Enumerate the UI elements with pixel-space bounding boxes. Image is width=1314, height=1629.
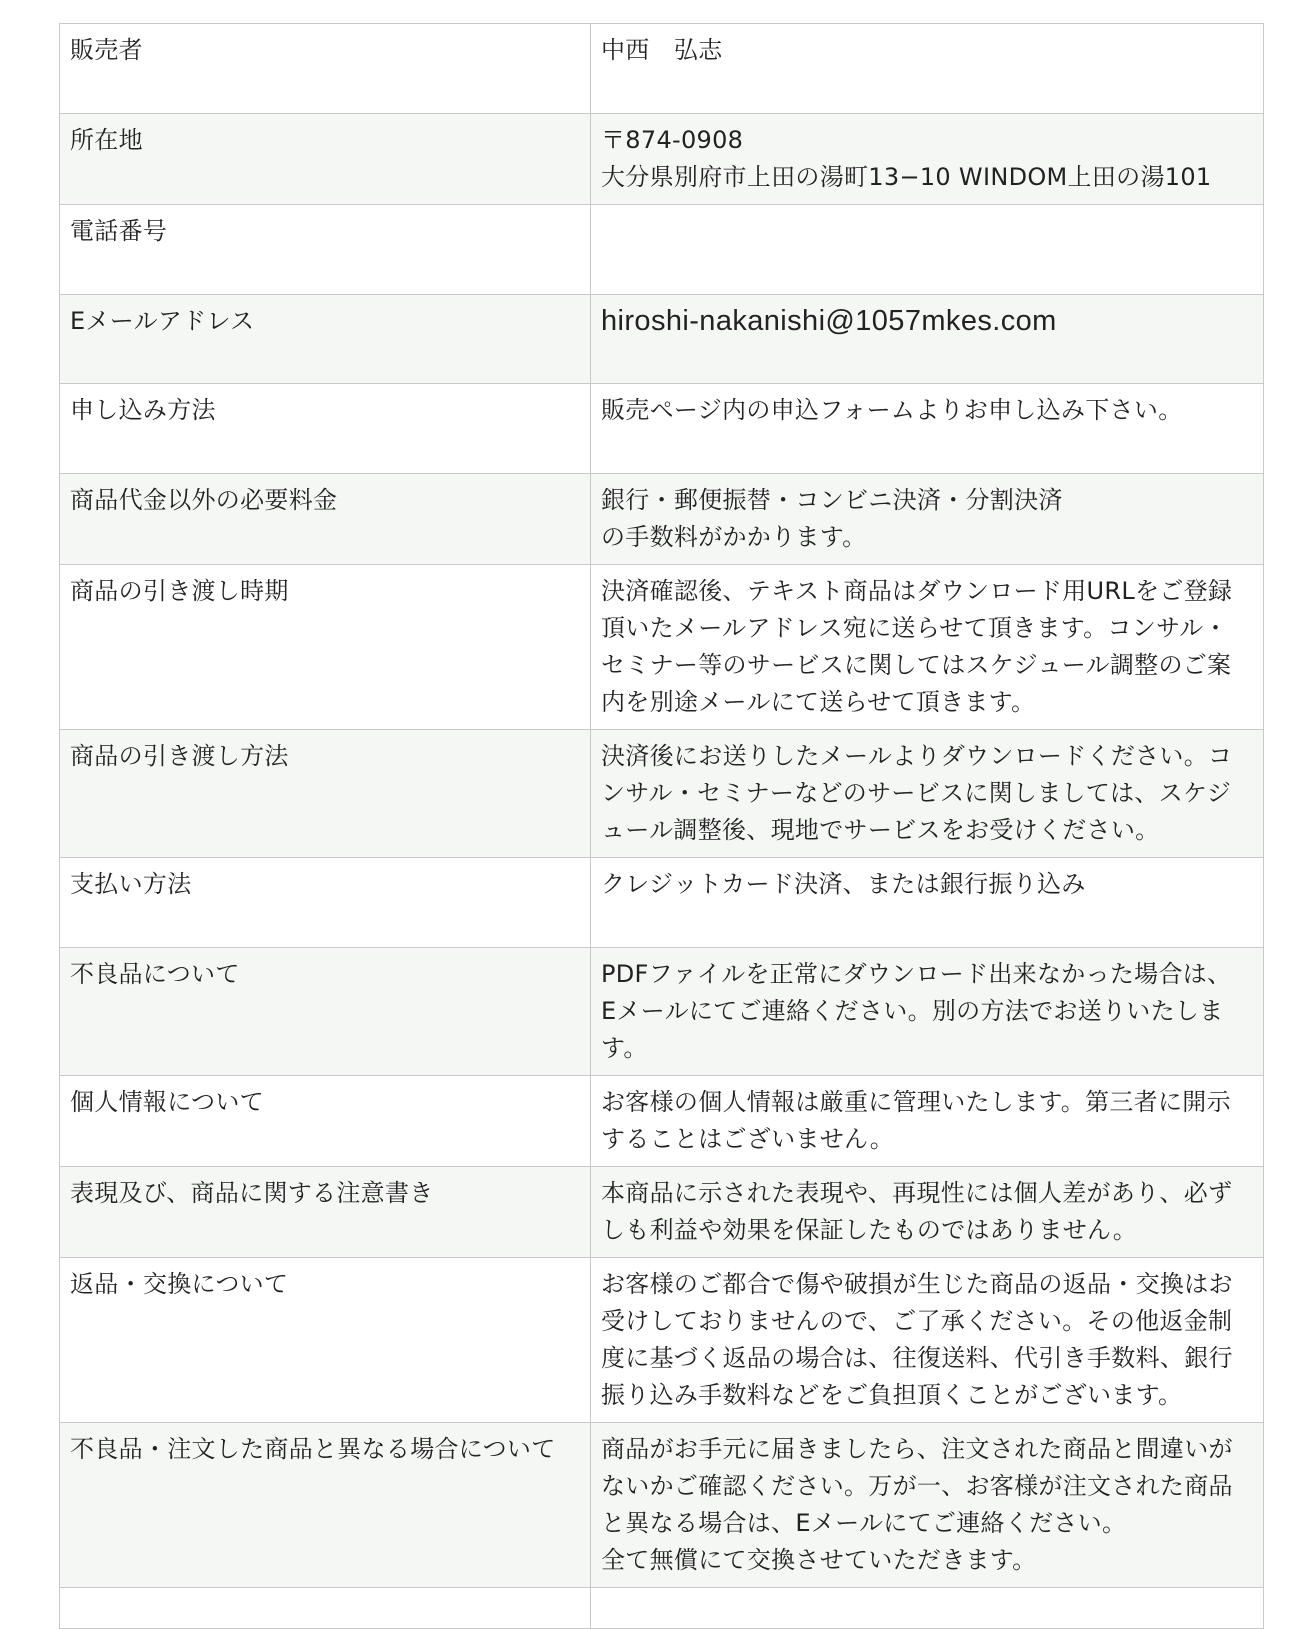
table-row bbox=[60, 295, 1264, 384]
row-label-disclaimer: 表現及び、商品に関する注意書き bbox=[60, 1167, 591, 1258]
row-label-address: 所在地 bbox=[60, 114, 591, 205]
defective-line: Eメールにてご連絡ください。別の方法でお送りいたしま bbox=[601, 997, 1224, 1025]
row-value-phone bbox=[591, 205, 1264, 295]
table-row bbox=[60, 384, 1264, 474]
table-row-partial bbox=[60, 1588, 1264, 1629]
row-label-delivery-time: 商品の引き渡し時期 bbox=[60, 565, 591, 730]
commerce-law-table bbox=[59, 23, 1264, 1629]
delivery-time-line: セミナー等のサービスに関してはスケジュール調整のご案 bbox=[601, 651, 1232, 679]
privacy-line: お客様の個人情報は厳重に管理いたします。第三者に開示 bbox=[601, 1088, 1231, 1116]
row-label-empty bbox=[60, 1588, 591, 1629]
row-label-application-method: 申し込み方法 bbox=[60, 384, 591, 474]
table-row bbox=[60, 114, 1264, 205]
row-value-application-method bbox=[591, 384, 1264, 474]
delivery-time-line: 決済確認後、テキスト商品はダウンロード用URLをご登録 bbox=[601, 577, 1233, 605]
delivery-time-line: 内を別途メールにて送らせて頂きます。 bbox=[601, 688, 1036, 716]
table-row bbox=[60, 1258, 1264, 1423]
table-row bbox=[60, 205, 1264, 295]
row-label-seller: 販売者 bbox=[60, 24, 591, 114]
table-row bbox=[60, 730, 1264, 858]
row-value-payment-method bbox=[591, 858, 1264, 948]
defective-line: PDFファイルを正常にダウンロード出来なかった場合は、 bbox=[601, 960, 1232, 988]
privacy-line: することはございません。 bbox=[601, 1125, 895, 1153]
row-label-privacy: 個人情報について bbox=[60, 1076, 591, 1167]
row-value-delivery-method bbox=[591, 730, 1264, 858]
returns-line: 度に基づく返品の場合は、往復送料、代引き手数料、銀行 bbox=[601, 1344, 1233, 1372]
table-row bbox=[60, 1076, 1264, 1167]
table-row bbox=[60, 858, 1264, 948]
row-value-extra-fees bbox=[591, 474, 1264, 565]
delivery-method-line: ュール調整後、現地でサービスをお受けください。 bbox=[601, 816, 1160, 844]
row-value-delivery-time bbox=[591, 565, 1264, 730]
row-value-wrong-item bbox=[591, 1423, 1264, 1588]
email-link[interactable]: hiroshi-nakanishi@1057mkes.com bbox=[601, 305, 1057, 337]
returns-line: お客様のご都合で傷や破損が生じた商品の返品・交換はお bbox=[601, 1270, 1233, 1298]
postal-code: 〒874-0908 bbox=[601, 126, 744, 154]
row-value-seller bbox=[591, 24, 1264, 114]
seller-name: 中西 弘志 bbox=[601, 36, 723, 64]
returns-line: 振り込み手数料などをご負担頂くことがございます。 bbox=[601, 1381, 1183, 1409]
address-line: 大分県別府市上田の湯町13−10 WINDOM上田の湯101 bbox=[601, 163, 1212, 191]
row-label-email: Eメールアドレス bbox=[60, 295, 591, 384]
row-label-delivery-method: 商品の引き渡し方法 bbox=[60, 730, 591, 858]
row-label-defective: 不良品について bbox=[60, 948, 591, 1076]
payment-method-text: クレジットカード決済、または銀行振り込み bbox=[601, 870, 1086, 898]
row-value-disclaimer bbox=[591, 1167, 1264, 1258]
row-label-phone: 電話番号 bbox=[60, 205, 591, 295]
row-value-empty bbox=[591, 1588, 1264, 1629]
disclaimer-line: 本商品に示された表現や、再現性には個人差があり、必ず bbox=[601, 1179, 1233, 1207]
row-value-defective bbox=[591, 948, 1264, 1076]
table-row bbox=[60, 565, 1264, 730]
row-value-address bbox=[591, 114, 1264, 205]
wrong-item-line: ないかご確認ください。万が一、お客様が注文された商品 bbox=[601, 1472, 1233, 1500]
extra-fees-line: 銀行・郵便振替・コンビニ決済・分割決済 bbox=[601, 486, 1063, 514]
defective-line: す。 bbox=[601, 1034, 648, 1062]
row-label-payment-method: 支払い方法 bbox=[60, 858, 591, 948]
table-row bbox=[60, 1167, 1264, 1258]
row-value-privacy bbox=[591, 1076, 1264, 1167]
disclaimer-line: しも利益や効果を保証したものではありません。 bbox=[601, 1216, 1138, 1244]
wrong-item-line: と異なる場合は、Eメールにてご連絡ください。 bbox=[601, 1509, 1127, 1537]
row-label-wrong-item: 不良品・注文した商品と異なる場合について bbox=[60, 1423, 591, 1588]
wrong-item-line: 全て無償にて交換させていただきます。 bbox=[601, 1546, 1037, 1574]
table-row bbox=[60, 1423, 1264, 1588]
table-row bbox=[60, 24, 1264, 114]
table-row bbox=[60, 474, 1264, 565]
delivery-method-line: ンサル・セミナーなどのサービスに関しましては、スケジ bbox=[601, 779, 1232, 807]
extra-fees-line: の手数料がかかります。 bbox=[601, 523, 867, 551]
row-label-extra-fees: 商品代金以外の必要料金 bbox=[60, 474, 591, 565]
delivery-time-line: 頂いたメールアドレス宛に送らせて頂きます。コンサル・ bbox=[601, 614, 1228, 642]
table-body bbox=[60, 24, 1264, 1629]
table-row bbox=[60, 948, 1264, 1076]
application-method-text: 販売ページ内の申込フォームよりお申し込み下さい。 bbox=[601, 396, 1183, 424]
row-label-returns: 返品・交換について bbox=[60, 1258, 591, 1423]
wrong-item-line: 商品がお手元に届きましたら、注文された商品と間違いが bbox=[601, 1435, 1233, 1463]
returns-line: 受けしておりませんので、ご了承ください。その他返金制 bbox=[601, 1307, 1233, 1335]
row-value-email bbox=[591, 295, 1264, 384]
row-value-returns bbox=[591, 1258, 1264, 1423]
delivery-method-line: 決済後にお送りしたメールよりダウンロードください。コ bbox=[601, 742, 1233, 770]
